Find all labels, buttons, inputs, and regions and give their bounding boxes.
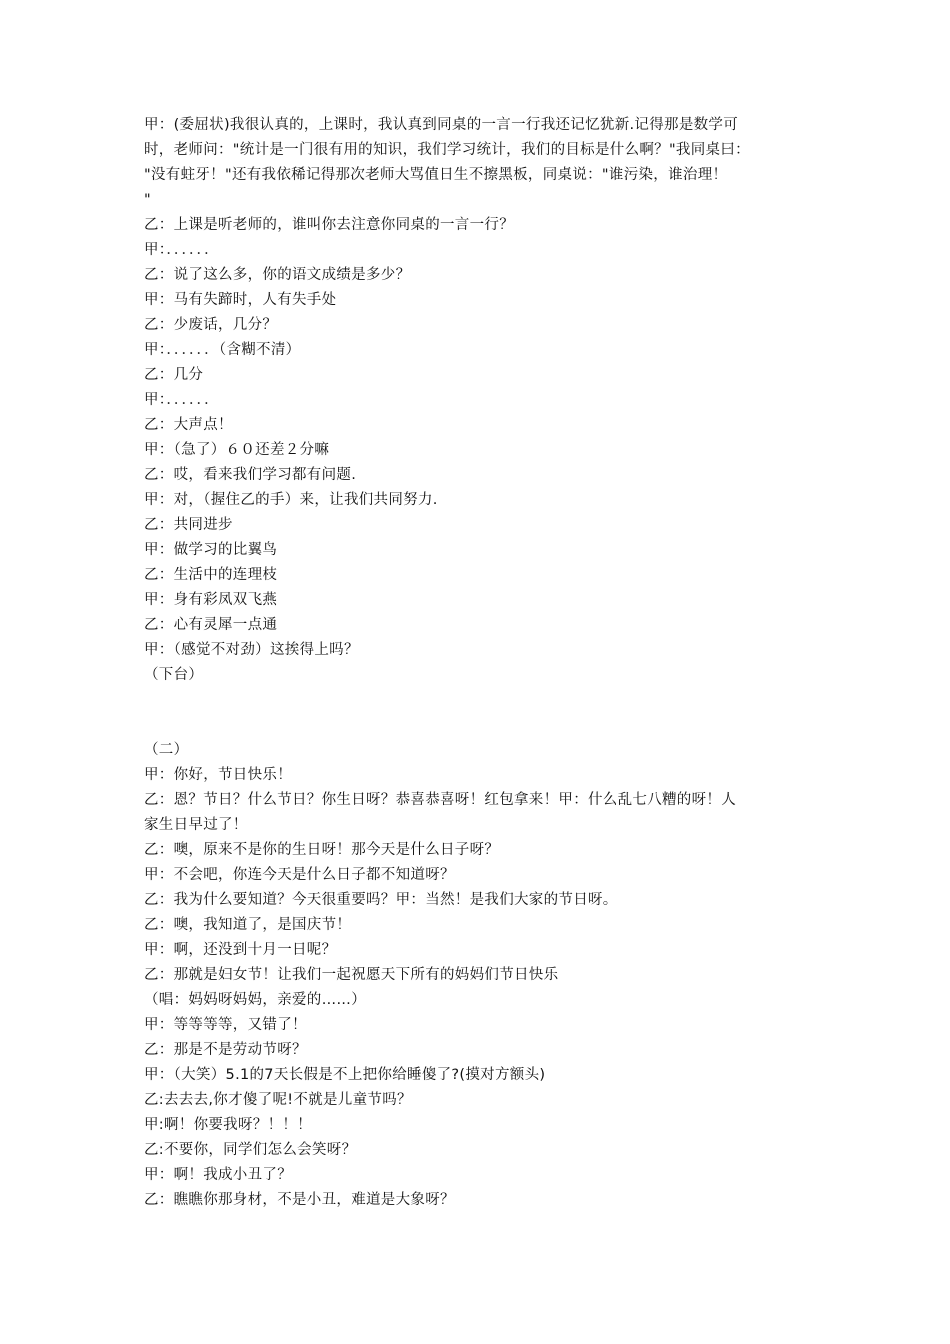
dialogue-line: 乙：噢，我知道了，是国庆节！ — [144, 917, 352, 933]
dialogue-line: 乙：哎，看来我们学习都有问题. — [144, 467, 357, 483]
dialogue-line: 甲：啊！我成小丑了？ — [144, 1167, 292, 1183]
dialogue-line: 家生日早过了！ — [144, 817, 248, 833]
dialogue-line: 乙：瞧瞧你那身材，不是小丑，难道是大象呀？ — [144, 1192, 455, 1208]
dialogue-line: 乙：生活中的连理枝 — [144, 567, 278, 583]
dialogue-line: （唱：妈妈呀妈妈，亲爱的……） — [144, 992, 366, 1008]
dialogue-line: 甲：等等等等，又错了！ — [144, 1017, 307, 1033]
dialogue-line: 甲：．．．．．． — [144, 392, 219, 408]
dialogue-line: 甲：（大笑）5.1的7天长假是不上把你给睡傻了?(摸对方额头) — [144, 1067, 546, 1083]
dialogue-line: 甲：．．．．．． — [144, 242, 219, 258]
dialogue-line: 乙：大声点！ — [144, 417, 233, 433]
dialogue-line: 乙：恩？节日？什么节日？你生日呀？恭喜恭喜呀！红包拿来！甲：什么乱七八糟的呀！人 — [144, 792, 736, 808]
dialogue-line: 甲：马有失蹄时，人有失手处 — [144, 292, 337, 308]
section-heading: （二） — [144, 742, 189, 758]
stage-direction: （下台） — [144, 667, 204, 683]
dialogue-line: 乙：少废话，几分？ — [144, 317, 278, 333]
dialogue-line: 乙:不要你，同学们怎么会笑呀？ — [144, 1142, 357, 1158]
dialogue-line: 甲:啊！你要我呀？！！！ — [144, 1117, 312, 1133]
dialogue-line: 乙：共同进步 — [144, 517, 233, 533]
dialogue-line: 甲：对，（握住乙的手）来，让我们共同努力. — [144, 492, 438, 508]
dialogue-line: "没有蛀牙！"还有我依稀记得那次老师大骂值日生不擦黑板，同桌说："谁污染，谁治理！ — [144, 167, 728, 183]
dialogue-line: 甲：你好，节日快乐！ — [144, 767, 292, 783]
dialogue-line: 甲：．．．．．．（含糊不清） — [144, 342, 301, 358]
dialogue-section-one — [144, 113, 824, 688]
dialogue-line: 甲：身有彩凤双飞燕 — [144, 592, 278, 608]
dialogue-line: 乙：噢，原来不是你的生日呀！那今天是什么日子呀？ — [144, 842, 500, 858]
dialogue-line: 甲：啊，还没到十月一日呢？ — [144, 942, 337, 958]
dialogue-line: 乙：那是不是劳动节呀？ — [144, 1042, 307, 1058]
dialogue-line: 甲：（感觉不对劲）这挨得上吗？ — [144, 642, 359, 658]
dialogue-line: 时，老师问："统计是一门很有用的知识，我们学习统计，我们的目标是什么啊？"我同桌曰： — [144, 142, 750, 158]
dialogue-line: 甲：不会吧，你连今天是什么日子都不知道呀？ — [144, 867, 455, 883]
dialogue-line: 乙:去去去,你才傻了呢!不就是儿童节吗？ — [144, 1092, 412, 1108]
dialogue-line: 乙：几分 — [144, 367, 204, 383]
dialogue-section-two — [144, 738, 824, 1213]
dialogue-line: 甲：做学习的比翼鸟 — [144, 542, 278, 558]
dialogue-line: " — [144, 192, 151, 208]
dialogue-line: 乙：那就是妇女节！让我们一起祝愿天下所有的妈妈们节日快乐 — [144, 967, 559, 983]
dialogue-line: 甲：（急了）６０还差２分嘛 — [144, 442, 330, 458]
dialogue-line: 乙：心有灵犀一点通 — [144, 617, 278, 633]
dialogue-line: 乙：我为什么要知道？今天很重要吗？甲：当然！是我们大家的节日呀。 — [144, 892, 618, 908]
dialogue-line: 甲：(委屈状)我很认真的，上课时，我认真到同桌的一言一行我还记忆犹新.记得那是数学可 — [144, 117, 739, 133]
dialogue-line: 乙：说了这么多，你的语文成绩是多少？ — [144, 267, 411, 283]
dialogue-line: 乙：上课是听老师的，谁叫你去注意你同桌的一言一行？ — [144, 217, 514, 233]
